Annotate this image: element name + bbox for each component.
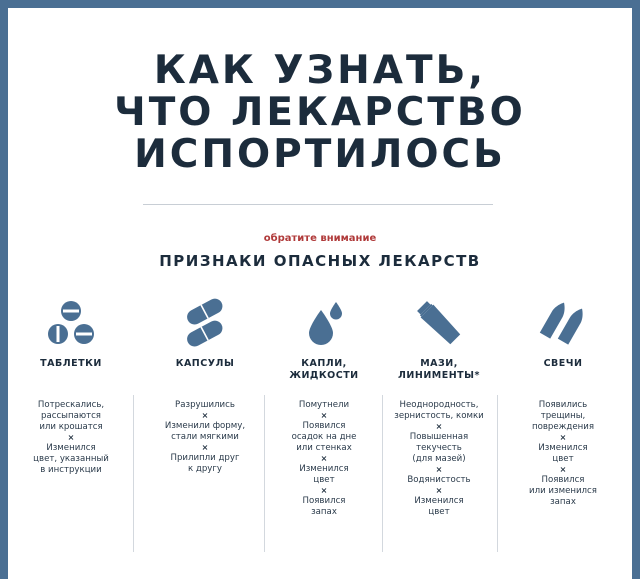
infographic-card	[8, 8, 632, 579]
sign-item: Изменился цвет	[414, 496, 464, 517]
notice-label: обратите внимание	[263, 233, 377, 244]
sign-item: Появился или изменился запах	[529, 475, 597, 507]
title-line-2: ЧТО ЛЕКАРСТВО	[114, 90, 526, 135]
column-divider	[497, 395, 498, 552]
ointment-tube-icon	[387, 296, 491, 350]
drops-icon	[272, 296, 376, 350]
sign-item: Водянистость	[407, 475, 471, 485]
sign-item: Помутнели	[298, 400, 350, 410]
title-line-3: ИСПОРТИЛОСЬ	[134, 132, 506, 177]
column-divider	[264, 395, 265, 552]
separator-mark: ×	[435, 422, 443, 431]
sign-item: Неоднородность, зернистость, комки	[394, 400, 484, 421]
sign-item: Разрушились	[175, 400, 235, 410]
column-suppositories	[511, 296, 615, 508]
sign-item: Появился запах	[302, 496, 346, 517]
capsules-icon	[153, 296, 257, 350]
separator-mark: ×	[559, 433, 567, 442]
subtitle: ПРИЗНАКИ ОПАСНЫХ ЛЕКАРСТВ	[159, 252, 481, 270]
sign-item: Потрескались, рассыпаются или крошатся	[37, 400, 105, 432]
separator-mark: ×	[67, 433, 75, 442]
sign-item: Изменили форму, стали мягкими	[164, 421, 246, 442]
sign-item: Повышенная текучесть (для мазей)	[409, 432, 469, 464]
sign-item: Появился осадок на дне или стенках	[291, 421, 357, 453]
column-divider	[133, 395, 134, 552]
separator-mark: ×	[559, 465, 567, 474]
column-title: МАЗИ, ЛИНИМЕНТЫ*	[398, 358, 480, 381]
column-drops	[272, 296, 376, 518]
page-title	[8, 50, 632, 176]
separator-mark: ×	[435, 465, 443, 474]
sign-item: Прилипли друг к другу	[170, 453, 240, 474]
sign-item: Изменился цвет, указанный в инструкции	[33, 443, 109, 475]
separator-mark: ×	[201, 443, 209, 452]
sign-item: Изменился цвет	[538, 443, 588, 464]
title-line-1: КАК УЗНАТЬ,	[153, 48, 487, 93]
column-tablets	[19, 296, 123, 476]
column-capsules	[153, 296, 257, 475]
separator-mark: ×	[320, 411, 328, 420]
separator-mark: ×	[320, 454, 328, 463]
sign-item: Изменился цвет	[299, 464, 349, 485]
column-divider	[382, 395, 383, 552]
suppositories-icon	[511, 296, 615, 350]
column-title: СВЕЧИ	[543, 358, 583, 369]
column-ointments	[387, 296, 491, 518]
separator-mark: ×	[201, 411, 209, 420]
separator-mark: ×	[320, 486, 328, 495]
divider	[143, 204, 493, 205]
separator-mark: ×	[435, 486, 443, 495]
column-title: КАПСУЛЫ	[175, 358, 235, 369]
column-title: ТАБЛЕТКИ	[40, 358, 102, 369]
sign-item: Появились трещины, повреждения	[531, 400, 595, 432]
column-title: КАПЛИ, ЖИДКОСТИ	[289, 358, 359, 381]
tablets-icon	[19, 296, 123, 350]
